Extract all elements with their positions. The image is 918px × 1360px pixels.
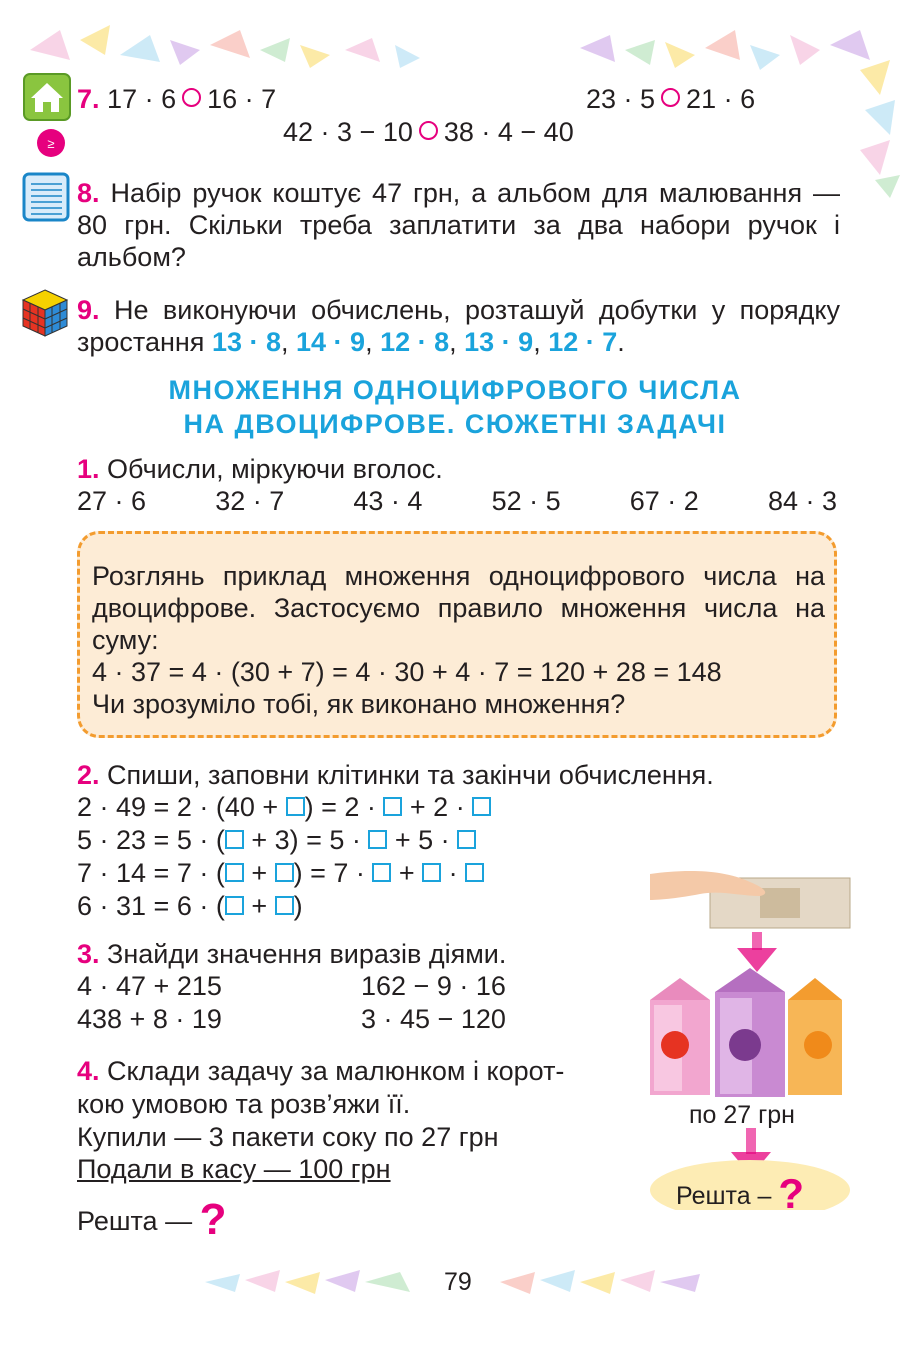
task2-row2 bbox=[77, 824, 476, 856]
blank-cell[interactable] bbox=[225, 830, 244, 849]
juice-carton-strawberry bbox=[650, 978, 710, 1095]
ex7-row1-left bbox=[77, 83, 276, 115]
blank-cell[interactable] bbox=[225, 896, 244, 915]
example-question: Чи зрозуміло тобі, як виконано множення? bbox=[92, 689, 626, 719]
task2-row4 bbox=[77, 890, 303, 922]
ex7-row2 bbox=[283, 116, 574, 148]
task3-number: 3. bbox=[77, 939, 100, 969]
task1-item: 43 · 4 bbox=[353, 486, 423, 516]
blank-cell[interactable] bbox=[422, 863, 441, 882]
blank-cell[interactable] bbox=[465, 863, 484, 882]
expr-part: 6 · 31 = 6 · ( bbox=[77, 891, 225, 921]
expr-part: + 5 · bbox=[387, 825, 458, 855]
task2-row3 bbox=[77, 857, 484, 889]
expr-part: · bbox=[441, 858, 466, 888]
ex7-b-right: 21 · 6 bbox=[686, 84, 756, 114]
expr-part: ) = 7 · bbox=[293, 858, 373, 888]
ex7-a-left: 17 · 6 bbox=[107, 84, 177, 114]
task3-text: Знайди значення виразів діями. bbox=[107, 939, 507, 969]
product: 13 · 8 bbox=[211, 327, 281, 357]
heading-line-2: НА ДВОЦИФРОВЕ. СЮЖЕТНІ ЗАДАЧІ bbox=[183, 409, 727, 439]
ex8-text: Набір ручок коштує 47 грн, а альбом для малювання — 80 грн. Скільки треба заплатити за два набори ручок і альбом? bbox=[77, 178, 840, 272]
product: 13 · 9 bbox=[464, 327, 534, 357]
task4-line1 bbox=[77, 1055, 564, 1087]
ex7-b-left: 23 · 5 bbox=[586, 84, 656, 114]
task3-title bbox=[77, 938, 506, 970]
product: 12 · 8 bbox=[380, 327, 450, 357]
task1-item: 27 · 6 bbox=[77, 486, 147, 516]
task2-number: 2. bbox=[77, 760, 100, 790]
task4-text: Склади задачу за малюнком і корот- bbox=[107, 1056, 565, 1086]
ex7-c-left: 42 · 3 − 10 bbox=[283, 117, 413, 147]
question-mark: ? bbox=[778, 1170, 805, 1217]
ex8 bbox=[77, 177, 840, 273]
blank-cell[interactable] bbox=[383, 797, 402, 816]
expr-part: ) = 2 · bbox=[304, 792, 384, 822]
ex9-text: Не виконуючи обчислень, розташуй добутки у порядку зростання bbox=[77, 295, 840, 357]
product: 12 · 7 bbox=[548, 327, 618, 357]
task1-item: 32 · 7 bbox=[215, 486, 285, 516]
blank-cell[interactable] bbox=[225, 863, 244, 882]
task1-item: 52 · 5 bbox=[491, 486, 561, 516]
task1-item: 67 · 2 bbox=[629, 486, 699, 516]
expr-part: 5 · 23 = 5 · ( bbox=[77, 825, 225, 855]
product: 14 · 9 bbox=[296, 327, 366, 357]
ex9: 9. Не виконуючи обчислень, розташуй добутки у порядку зростання 13 · 8, 14 · 9, 12 · 8, 13 · 9, 12 · 7. bbox=[77, 295, 840, 357]
task1-text: Обчисли, міркуючи вголос. bbox=[107, 454, 443, 484]
ex7-c-right: 38 · 4 − 40 bbox=[443, 117, 574, 147]
task3-expr: 4 · 47 + 215 bbox=[77, 971, 222, 1001]
section-heading bbox=[60, 373, 850, 441]
task3-expr: 162 − 9 · 16 bbox=[361, 971, 506, 1001]
heading-line-1: МНОЖЕННЯ ОДНОЦИФРОВОГО ЧИСЛА bbox=[168, 375, 742, 405]
expr-part: + bbox=[243, 858, 275, 888]
blank-cell[interactable] bbox=[275, 896, 294, 915]
juice-illustration bbox=[640, 860, 860, 1210]
task2-row1 bbox=[77, 791, 491, 823]
price-label: по 27 грн bbox=[689, 1101, 795, 1129]
ex7-row1-right bbox=[586, 83, 755, 115]
task1-items bbox=[77, 485, 837, 517]
question-mark: ? bbox=[199, 1195, 227, 1244]
expr-part: 2 · 49 = 2 · (40 + bbox=[77, 792, 286, 822]
task4-line4: Подали в касу — 100 грн bbox=[77, 1154, 391, 1184]
ex7-a-right: 16 · 7 bbox=[207, 84, 277, 114]
task1-title bbox=[77, 453, 443, 485]
juice-carton-plum bbox=[715, 968, 785, 1097]
expr-part: + bbox=[243, 891, 275, 921]
task4-number: 4. bbox=[77, 1056, 100, 1086]
blank-cell[interactable] bbox=[368, 830, 387, 849]
expr-part: ) bbox=[293, 891, 303, 921]
blank-cell[interactable] bbox=[286, 797, 305, 816]
task4-change-label: Решта — bbox=[77, 1206, 193, 1236]
ex8-number: 8. bbox=[77, 178, 100, 208]
ex7-number: 7. bbox=[77, 84, 100, 114]
cube-icon bbox=[20, 288, 70, 338]
task2-title bbox=[77, 759, 714, 791]
change-label bbox=[676, 1170, 805, 1217]
blank-cell[interactable] bbox=[372, 863, 391, 882]
blank-cell[interactable] bbox=[457, 830, 476, 849]
expr-part: + bbox=[391, 858, 423, 888]
compare-circle[interactable] bbox=[419, 121, 438, 140]
expr-part: + 3) = 5 · bbox=[243, 825, 369, 855]
task4-line5 bbox=[77, 1195, 227, 1244]
juice-carton-orange bbox=[788, 978, 842, 1095]
task1-item: 84 · 3 bbox=[767, 486, 837, 516]
brain-icon bbox=[36, 128, 66, 158]
home-icon bbox=[23, 73, 71, 121]
task4-line2: кою умовою та розв’яжи її. bbox=[77, 1089, 411, 1119]
task1-number: 1. bbox=[77, 454, 100, 484]
expr-part: + 2 · bbox=[402, 792, 473, 822]
example-description: Розглянь приклад множення одноцифрового числа на двоцифрове. Застосуємо правило множення числа на суму: bbox=[92, 561, 825, 655]
compare-circle[interactable] bbox=[661, 88, 680, 107]
svg-text:≥: ≥ bbox=[47, 136, 55, 151]
blank-cell[interactable] bbox=[275, 863, 294, 882]
change-text: Решта – bbox=[676, 1182, 772, 1210]
task3-expr: 3 · 45 − 120 bbox=[361, 1004, 506, 1034]
task2-text: Спиши, заповни клітинки та закінчи обчислення. bbox=[107, 760, 714, 790]
compare-circle[interactable] bbox=[182, 88, 201, 107]
notebook-icon bbox=[22, 172, 70, 222]
example-text bbox=[92, 560, 825, 656]
example-formula: 4 · 37 = 4 · (30 + 7) = 4 · 30 + 4 · 7 = 120 + 28 = 148 bbox=[92, 657, 722, 687]
task4-line3: Купили — 3 пакети соку по 27 грн bbox=[77, 1122, 499, 1152]
ex9-number: 9. bbox=[77, 295, 100, 325]
expr-part: 7 · 14 = 7 · ( bbox=[77, 858, 225, 888]
page-number: 79 bbox=[444, 1268, 472, 1296]
blank-cell[interactable] bbox=[472, 797, 491, 816]
task3-expr: 438 + 8 · 19 bbox=[77, 1004, 222, 1034]
